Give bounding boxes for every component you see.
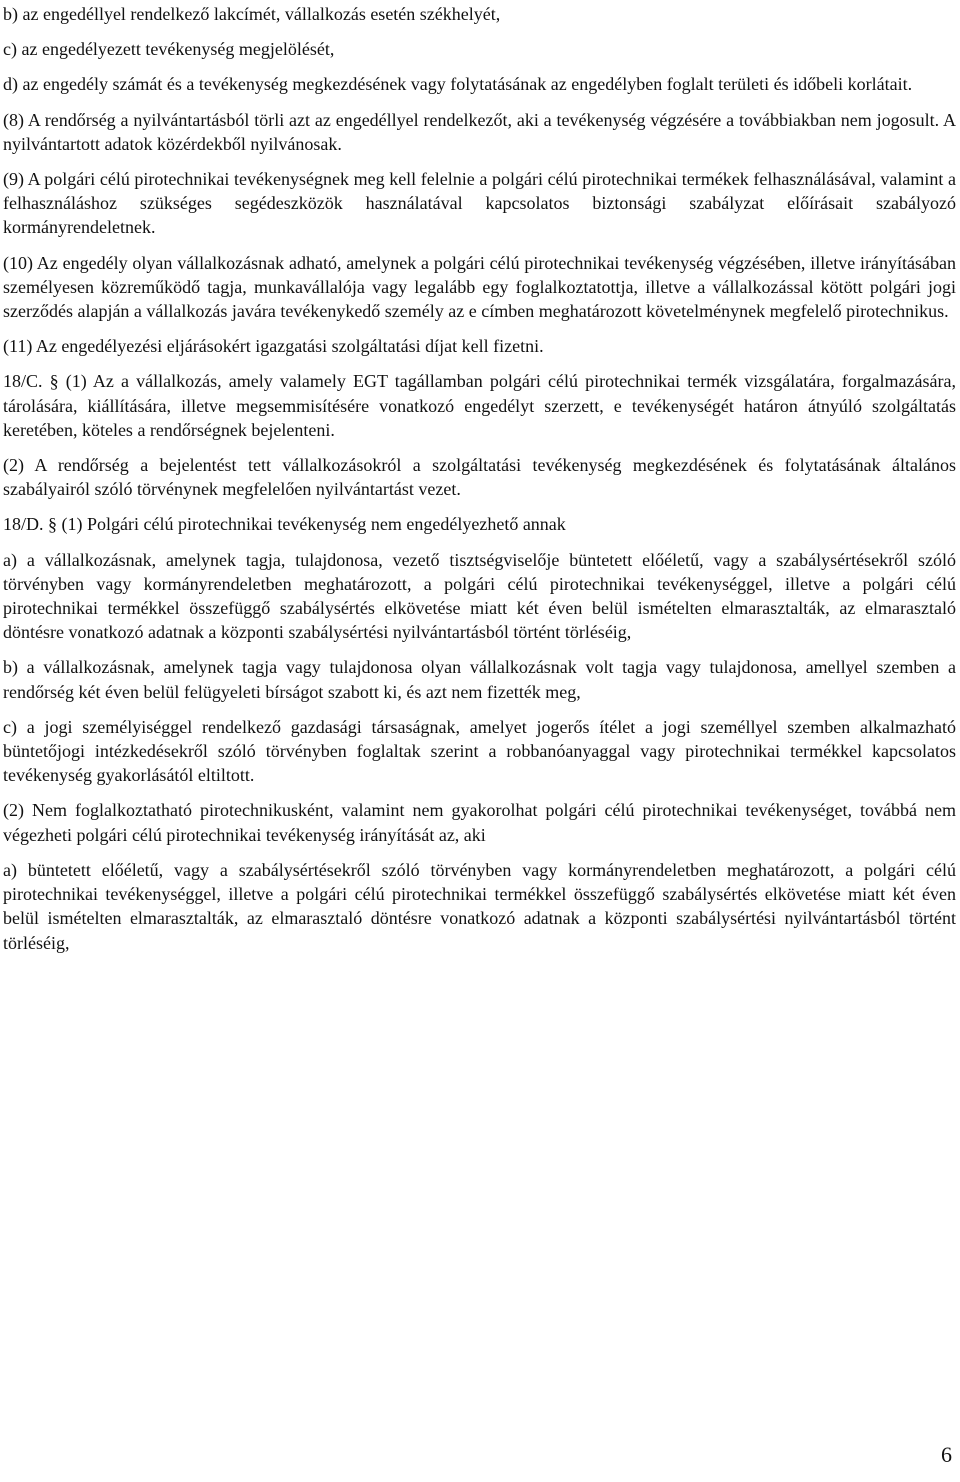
paragraph-10-permit-eligibility: (10) Az engedély olyan vállalkozásnak adható, amelynek a polgári célú pirotechnikai tevékenység végzésében, illetve irányításában személyesen közreműködő tagja, munkavállalója vagy legalább egy foglalkoztatottja, illetve a vállalkozással kötött polgári jogi szerződés alapján a vállalkozás javára tevékenykedő személy az e címben meghatározott követelménynek megfelelő pirotechnikus. bbox=[3, 252, 956, 322]
section-18d-1-a: a) a vállalkozásnak, amelynek tagja, tulajdonosa, vezető tisztségviselője büntetett előéletű, vagy a szabálysértésekről szóló törvényben vagy kormányrendeletben meghatározott, a polgári célú pirotechnikai tevékenységgel, illetve a polgári célú pirotechnikai termékkel összefüggő szabálysértés elkövetése miatt két éven belül ismételten elmarasztalták, az elmarasztaló döntésre vonatkozó adatnak a központi szabálysértési nyilvántartásból történt törléséig, bbox=[3, 549, 956, 643]
document-page bbox=[3, 2, 956, 966]
section-18c-2-register: (2) A rendőrség a bejelentést tett vállalkozásokról a szolgáltatási tevékenység megkezdésének és folytatásának általános szabályairól szóló törvénynek megfelelően nyilvántartást vezet. bbox=[3, 455, 956, 500]
paragraph-8-registry-removal: (8) A rendőrség a nyilvántartásból törli azt az engedéllyel rendelkezőt, aki a tevékenység végzésére a továbbiakban nem jogosult. A nyilvántartott adatok közérdekből nyilvánosak. bbox=[3, 109, 956, 154]
section-18d-1-c: c) a jogi személyiséggel rendelkező gazdasági társaságnak, amelyet jogerős ítélet a jogi személlyel szemben alkalmazható büntetőjogi intézkedésekről szóló törvényben foglaltak szerint a robbanóanyaggal vagy pirotechnikai termékkel kapcsolatos tevékenység gyakorlásától eltiltott. bbox=[3, 716, 956, 786]
paragraph-d-permit-number: d) az engedély számát és a tevékenység megkezdésének vagy folytatásának az engedélyben foglalt területi és időbeli korlátait. bbox=[3, 74, 913, 95]
paragraph-b-address: b) az engedéllyel rendelkező lakcímét, vállalkozás esetén székhelyét, bbox=[3, 4, 501, 24]
page-number: 6 bbox=[941, 1442, 952, 1467]
section-18d-1-b: b) a vállalkozásnak, amelynek tagja vagy tulajdonosa olyan vállalkozásnak volt tagja vagy tulajdonosa, amellyel szemben a rendőrség két éven belül felügyeleti bírságot szabott ki, és azt nem fizették meg, bbox=[3, 657, 956, 702]
paragraph-11-fees: (11) Az engedélyezési eljárásokért igazgatási szolgáltatási díjat kell fizetni. bbox=[3, 336, 544, 357]
paragraph-c-activity: c) az engedélyezett tevékenység megjelölését, bbox=[3, 39, 335, 60]
section-18c-1-cross-border: 18/C. § (1) Az a vállalkozás, amely valamely EGT tagállamban polgári célú pirotechnikai termék vizsgálatára, forgalmazására, tárolására, kiállítására, illetve megsemmisítésére vonatkozó engedélyt szerzett, e tevékenységét határon átnyúló szolgáltatás keretében, köteles a rendőrségnek bejelenteni. bbox=[3, 371, 956, 440]
section-18d-2-a: a) büntetett előéletű, vagy a szabálysértésekről szóló törvényben vagy kormányrendeletben meghatározott, a polgári célú pirotechnikai tevékenységgel, illetve a polgári célú pirotechnikai termékkel összefüggő szabálysértés elkövetése miatt két éven belül ismételten elmarasztalták, az elmarasztaló döntésre vonatkozó adatnak a központi szabálysértési nyilvántartásból történt törléséig, bbox=[3, 859, 956, 953]
section-18d-1-intro: 18/D. § (1) Polgári célú pirotechnikai tevékenység nem engedélyezhető annak bbox=[3, 514, 566, 535]
section-18d-2-intro: (2) Nem foglalkoztatható pirotechnikusként, valamint nem gyakorolhat polgári célú pirotechnikai tevékenységet, továbbá nem végezheti polgári célú pirotechnikai tevékenység irányítását az, aki bbox=[3, 800, 956, 845]
paragraph-9-safety-rules: (9) A polgári célú pirotechnikai tevékenységnek meg kell felelnie a polgári célú pirotechnikai termékek felhasználásával, valamint a felhasználáshoz szükséges segédeszközök használatával kapcsolatos biztonsági szabályzat előírásait szabályozó kormányrendeletnek. bbox=[3, 169, 956, 238]
